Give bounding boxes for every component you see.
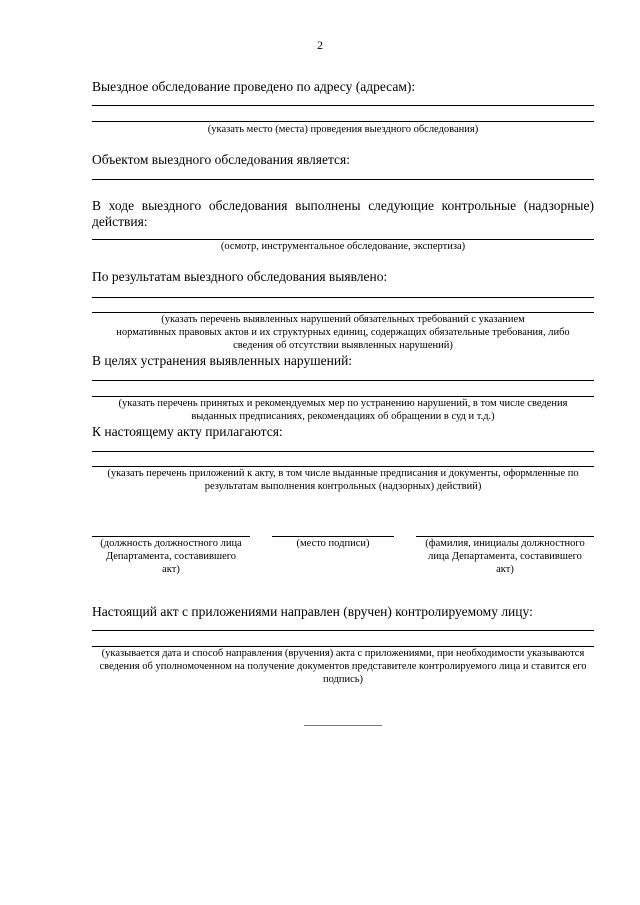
results-caption-line1: (указать перечень выявленных нарушений обязательных требований с указанием [161,314,525,325]
results-label: По результатам выездного обследования выявлено: [92,269,388,284]
attachments-caption-line2: результатам выполнения контрольных (надзорных) действий) [204,481,482,492]
actions-label-line1: В ходе выездного обследования выполнены следующие контрольные (надзорные) [92,198,594,213]
attachments-input-line-1 [92,451,594,452]
results-input-line-1 [92,297,594,298]
object-label: Объектом выездного обследования является: [92,152,350,167]
elimination-label: В целях устранения выявленных нарушений: [92,353,353,368]
address-input-line-1 [92,105,594,106]
elimination-caption-line2: выданных предписаниях, рекомендациях об обращении в суд и т.д.) [191,411,495,422]
delivery-caption-line1: (указывается дата и способ направления (вручения) акта с приложениями, при необходимости указываются [101,648,585,659]
actions-caption: (осмотр, инструментальное обследование, экспертиза) [220,241,466,252]
object-input-line [92,179,594,180]
name-caption-line1: (фамилия, инициалы должностного [425,538,585,549]
address-caption: (указать место (места) проведения выездного обследования) [207,124,479,135]
delivery-caption-line2: сведения об уполномоченном на получение документов представителе контролируемого лица и ставится его [99,661,587,672]
elimination-caption-line1: (указать перечень принятых и рекомендуемых мер по устранению нарушений, в том числе сведения [118,398,568,409]
position-caption-line3: акт) [162,564,180,575]
attachments-caption-line1: (указать перечень приложений к акту, в том числе выданные предписания и документы, оформленные по [107,468,579,479]
page-number: 2 [317,38,323,52]
results-caption-line3: сведения об отсутствии выявленных нарушений) [233,340,453,351]
results-caption-line2: нормативных правовых актов и их структурных единиц, содержащих обязательные требования, либо [116,327,570,338]
delivery-label: Настоящий акт с приложениями направлен (вручен) контролируемому лицу: [92,604,533,619]
elimination-input-line-1 [92,380,594,381]
delivery-caption-line3: подпись) [322,674,364,685]
position-caption-line1: (должность должностного лица [100,538,242,549]
name-caption-line2: лица Департамента, составившего [428,551,582,562]
position-caption-line2: Департамента, составившего [105,551,237,562]
delivery-input-line-1 [92,630,594,631]
attachments-label: К настоящему акту прилагаются: [92,424,283,439]
actions-label-line2: действия: [92,214,148,229]
address-label: Выездное обследование проведено по адресу (адресам): [92,79,416,94]
footer-separator [304,725,382,726]
address-input-line-2 [92,121,594,122]
name-caption-line3: акт) [496,564,514,575]
place-caption: (место подписи) [296,538,370,549]
